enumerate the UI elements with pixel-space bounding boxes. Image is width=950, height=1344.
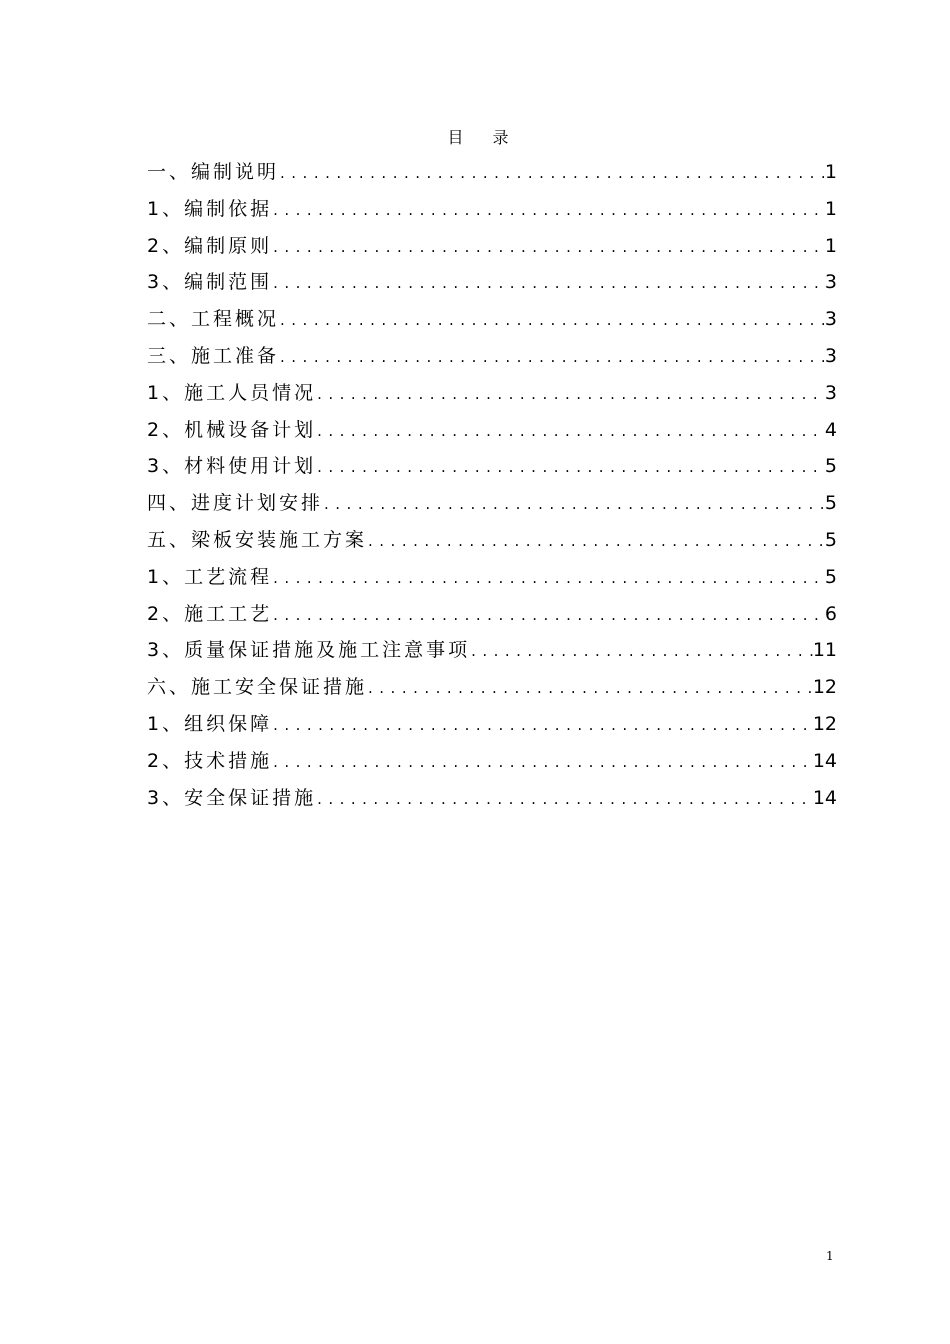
toc-entry[interactable]	[147, 191, 837, 228]
toc-entry-label: 2、编制原则	[147, 234, 273, 257]
toc-entry-label: 2、施工工艺	[147, 602, 273, 625]
toc-entry-label: 二、工程概况	[147, 308, 280, 331]
toc-entry-page: 12	[812, 676, 837, 699]
toc-entry-label: 五、梁板安装施工方案	[147, 528, 368, 551]
toc-entry-page: 3	[824, 271, 837, 294]
toc-dot-leader	[272, 744, 813, 781]
toc-entry-label: 3、安全保证措施	[147, 786, 317, 809]
toc-entry[interactable]	[147, 669, 837, 706]
toc-dot-leader	[272, 192, 825, 229]
toc-entry[interactable]	[147, 596, 837, 633]
toc-dot-leader	[272, 265, 825, 302]
toc-entry-label: 六、施工安全保证措施	[147, 676, 368, 699]
toc-entry-label: 三、施工准备	[147, 344, 280, 367]
toc-entry-label: 1、编制依据	[147, 197, 273, 220]
toc-dot-leader	[316, 781, 813, 818]
toc-entry-label: 3、材料使用计划	[147, 455, 317, 478]
toc-entry-page: 14	[812, 749, 837, 772]
toc-entry-page: 3	[824, 308, 837, 331]
toc-dot-leader	[272, 560, 825, 597]
toc-entry[interactable]	[147, 706, 837, 743]
toc-entry-page: 12	[812, 712, 837, 735]
toc-entry-label: 一、编制说明	[147, 161, 280, 183]
toc-entry[interactable]	[147, 338, 837, 375]
toc-dot-leader	[279, 302, 825, 339]
toc-entry-page: 3	[824, 344, 837, 367]
toc-entry-page: 3	[824, 381, 837, 404]
toc-entry-page: 11	[812, 639, 837, 662]
toc-entry-label: 1、组织保障	[147, 712, 273, 735]
toc-entry-page: 5	[824, 492, 837, 515]
toc-dot-leader	[272, 707, 813, 744]
toc-entry-page: 1	[824, 234, 837, 257]
toc-dot-leader	[272, 229, 825, 266]
toc-dot-leader	[279, 155, 825, 192]
toc-entry[interactable]	[147, 780, 837, 817]
toc-entry-page: 5	[824, 528, 837, 551]
toc-dot-leader	[367, 523, 825, 560]
toc-entry[interactable]	[147, 412, 837, 449]
toc-title: 目 录	[447, 128, 521, 147]
toc-entry-label: 2、技术措施	[147, 749, 273, 772]
toc-dot-leader	[316, 449, 825, 486]
toc-dot-leader	[470, 633, 813, 670]
toc-entry[interactable]	[147, 154, 837, 191]
toc-entry[interactable]	[147, 448, 837, 485]
page-number: 1	[826, 1249, 834, 1263]
toc-dot-leader	[279, 339, 825, 376]
toc-entry[interactable]	[147, 522, 837, 559]
toc-entry-page: 5	[824, 565, 837, 588]
toc-entry-page: 4	[824, 418, 837, 441]
toc-entry-label: 2、机械设备计划	[147, 418, 317, 441]
toc-entry-label: 四、进度计划安排	[147, 492, 324, 515]
toc-entry[interactable]	[147, 228, 837, 265]
toc-entry[interactable]	[147, 485, 837, 522]
toc-entry[interactable]	[147, 375, 837, 412]
toc-entry-label: 1、工艺流程	[147, 565, 273, 588]
toc-dot-leader	[272, 597, 825, 634]
toc-entry[interactable]	[147, 264, 837, 301]
toc-entry-label: 1、施工人员情况	[147, 381, 317, 404]
toc-dot-leader	[367, 670, 813, 707]
toc-entry[interactable]	[147, 559, 837, 596]
toc-entry[interactable]	[147, 632, 837, 669]
toc-entry-page: 14	[812, 786, 837, 809]
toc-entry[interactable]	[147, 301, 837, 338]
toc-entry-label: 3、质量保证措施及施工注意事项	[147, 639, 471, 662]
toc-list	[147, 154, 837, 816]
toc-entry-page: 1	[824, 161, 837, 183]
toc-entry-page: 5	[824, 455, 837, 478]
toc-dot-leader	[323, 486, 825, 523]
toc-entry-page: 6	[824, 602, 837, 625]
toc-dot-leader	[316, 413, 825, 450]
toc-entry[interactable]	[147, 743, 837, 780]
toc-entry-label: 3、编制范围	[147, 271, 273, 294]
toc-entry-page: 1	[824, 197, 837, 220]
toc-dot-leader	[316, 376, 825, 413]
